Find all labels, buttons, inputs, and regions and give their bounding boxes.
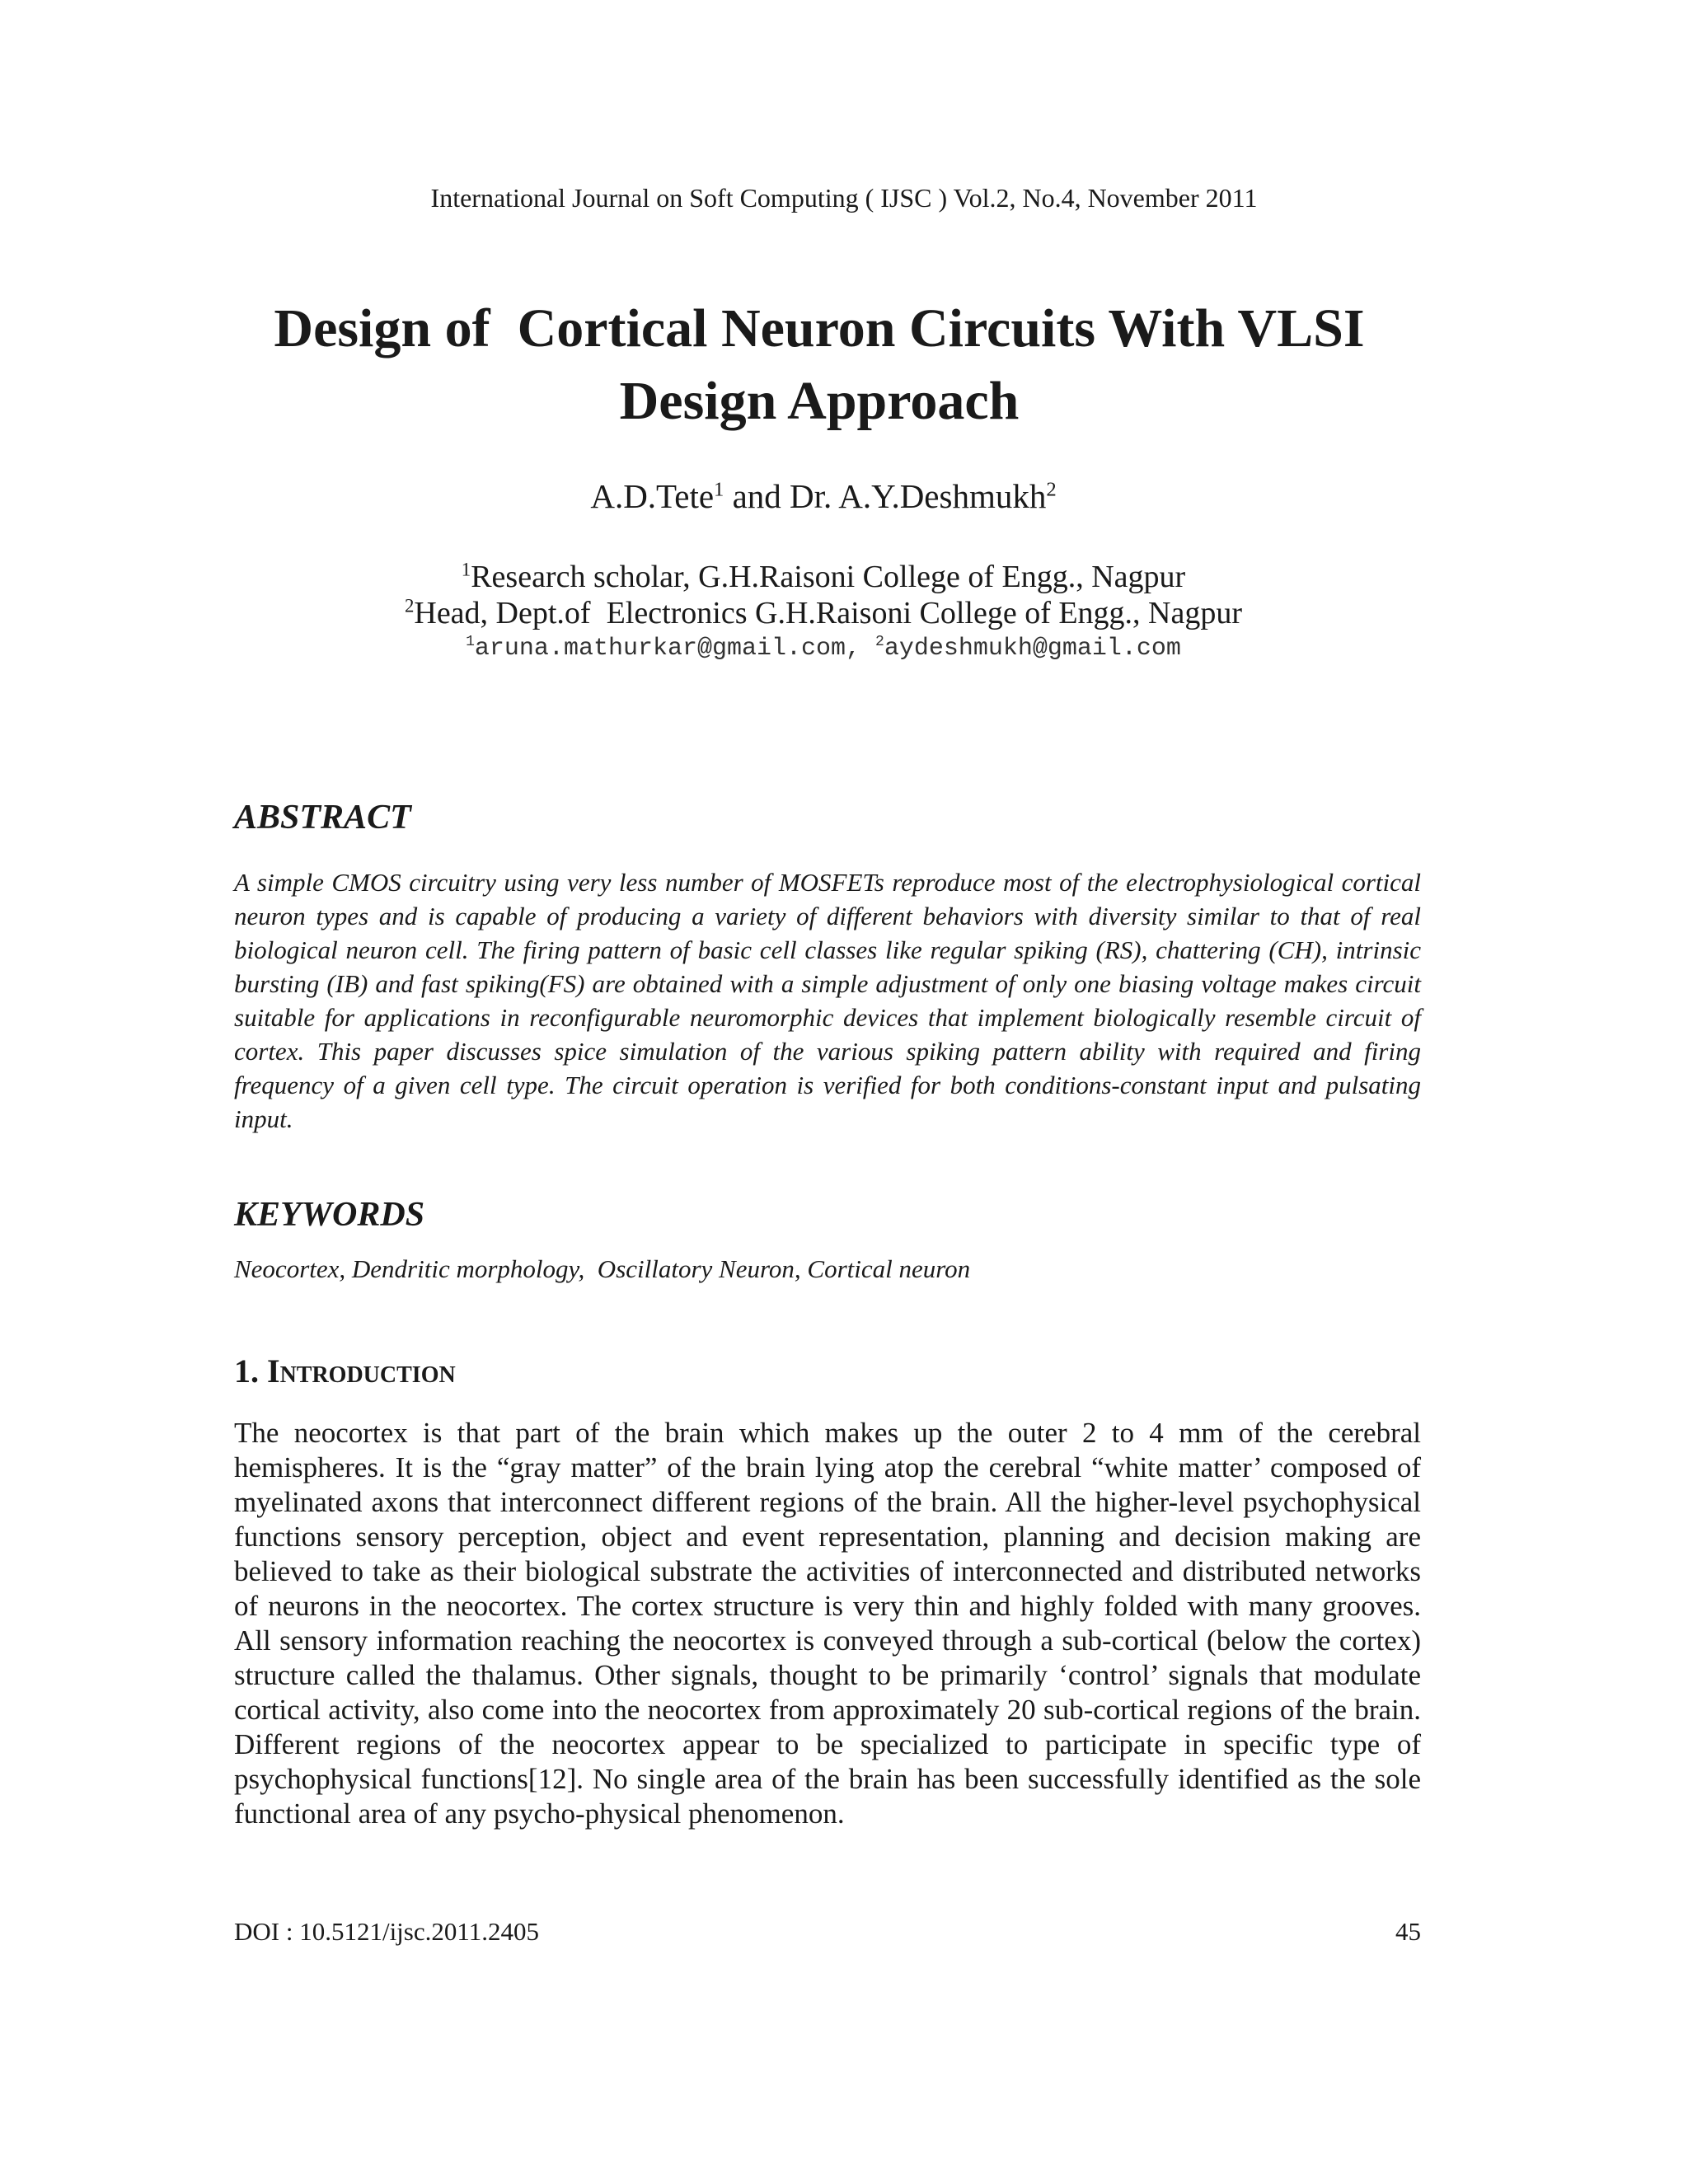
affiliation-2-text: Head, Dept.of Electronics G.H.Raisoni College of Engg., Nagpur [414,596,1243,630]
affiliation-2-mark: 2 [404,595,415,616]
keywords-body: Neocortex, Dendritic morphology, Oscillatory Neuron, Cortical neuron [234,1254,971,1283]
affiliation-1-mark: 1 [461,559,471,580]
affiliation-1 [0,559,1647,595]
email-1-mark: 1 [466,634,475,650]
email-1[interactable]: aruna.mathurkar@gmail.com, [474,635,876,663]
page-number: 45 [1395,1917,1421,1946]
author-2: Dr. A.Y.Deshmukh [790,477,1047,515]
author-1-mark: 1 [714,478,724,501]
affiliation-1-text: Research scholar, G.H.Raisoni College of Engg., Nagpur [471,560,1186,594]
affiliation-2 [0,595,1647,631]
abstract-body: A simple CMOS circuitry using very less number of MOSFETs reproduce most of the electrophysiological cortical neuron types and is capable of producing a variety of different behaviors with diversity similar to that of real biological neuron cell. The firing pattern of basic cell classes like regular spiking (RS), chattering (CH), intrinsic bursting (IB) and fast spiking(FS) are obtained with a simple adjustment of only one biasing voltage makes circuit suitable for applications in reconfigurable neuromorphic devices that implement biologically resemble circuit of cortex. This paper discusses spice simulation of the various spiking pattern ability with required and firing frequency of a given cell type. The circuit operation is verified for both conditions-constant input and pulsating input. [234,868,1421,1133]
keywords-heading: KEYWORDS [234,1196,425,1234]
title-line-1: Design of Cortical Neuron Circuits With VLSI [274,298,1365,359]
author-joiner: and [724,477,790,515]
title-line-2: Design Approach [619,371,1020,431]
introduction-body: The neocortex is that part of the brain which makes up the outer 2 to 4 mm of the cerebral hemispheres. It is the “gray matter” of the brain lying atop the cerebral “white matter’ composed of myelinated axons that interconnect different regions of the brain. All the higher-level psychophysical functions sensory perception, object and event representation, planning and decision making are believed to take as their biological substrate the activities of interconnected and distributed networks of neurons in the neocortex. The cortex structure is very thin and highly folded with many grooves. All sensory information reaching the neocortex is conveyed through a sub-cortical (below the cortex) structure called the thalamus. Other signals, thought to be primarily ‘control’ signals that modulate cortical activity, also come into the neocortex from approximately 20 sub-cortical regions of the brain. Different regions of the neocortex appear to be specialized to participate in specific type of psychophysical functions[12]. No single area of the brain has been successfully identified as the sole functional area of any psycho-physical phenomenon. [234,1417,1421,1830]
running-head: International Journal on Soft Computing ( IJSC ) Vol.2, No.4, November 2011 [430,183,1258,213]
author-1: A.D.Tete [590,477,715,515]
doi-footer: DOI : 10.5121/ijsc.2011.2405 [234,1917,539,1946]
paper-title [198,293,1441,438]
email-2[interactable]: aydeshmukh@gmail.com [884,635,1181,663]
author-list [0,476,1647,516]
author-2-mark: 2 [1046,478,1057,501]
abstract-heading: ABSTRACT [234,799,411,837]
introduction-heading: 1. Introduction [234,1352,456,1390]
email-2-mark: 2 [875,634,884,650]
author-emails [0,635,1647,663]
